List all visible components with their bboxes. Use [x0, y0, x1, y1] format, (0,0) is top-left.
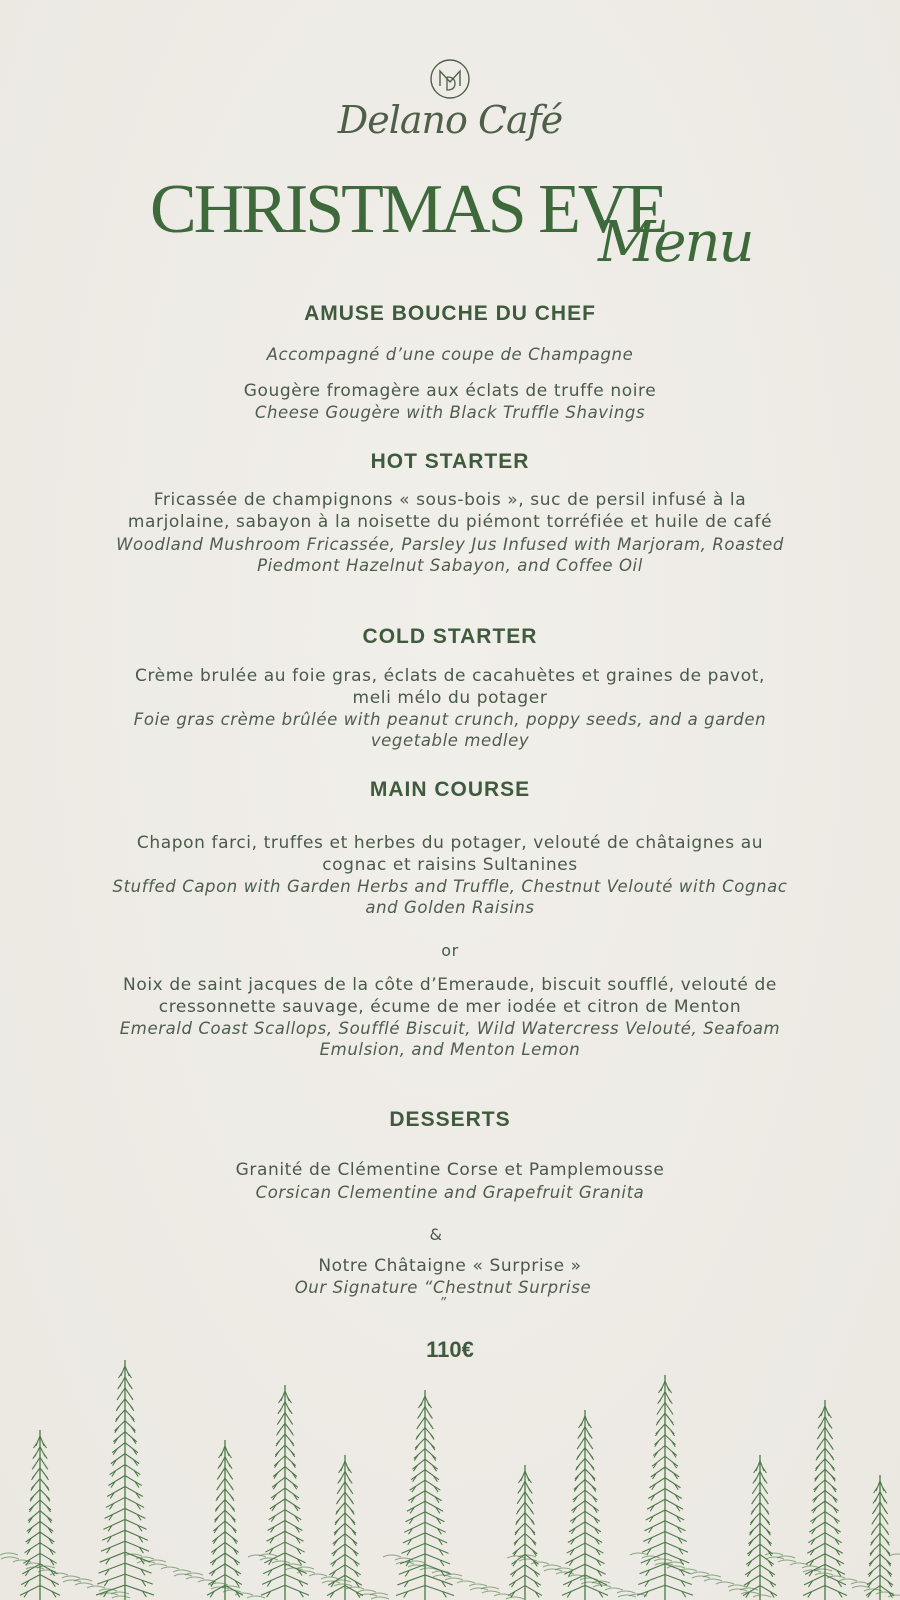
section-title-cold: COLD STARTER — [362, 625, 538, 648]
main-dish2-fr-2: cressonnette sauvage, écume de mer iodée et citron de Menton — [158, 997, 742, 1017]
pine-tree-icon — [637, 1375, 693, 1600]
cold-fr-1: Crème brulée au foie gras, éclats de cacahuètes et graines de pavot, — [135, 666, 765, 686]
section-title-desserts: DESSERTS — [389, 1108, 511, 1131]
pine-tree-icon — [743, 1455, 777, 1600]
brand-name: Delano Café — [337, 98, 563, 142]
section-title-amuse: AMUSE BOUCHE DU CHEF — [304, 302, 596, 325]
dessert-separator: & — [429, 1225, 443, 1244]
dessert2-en-2: ” — [439, 1296, 447, 1311]
amuse-fr: Gougère fromagère aux éclats de truffe noire — [243, 381, 657, 401]
dessert2-fr: Notre Châtaigne « Surprise » — [318, 1256, 582, 1276]
pine-tree-icon — [327, 1455, 363, 1600]
main-dish1-fr-1: Chapon farci, truffes et herbes du potager, velouté de châtaignes au — [136, 833, 764, 853]
main-dish2-en-2: Emulsion, and Menton Lemon — [319, 1040, 581, 1059]
section-title-hot: HOT STARTER — [370, 450, 530, 473]
main-dish1-en-2: and Golden Raisins — [365, 898, 535, 917]
pine-tree-icon — [562, 1410, 608, 1600]
main-separator: or — [441, 941, 459, 960]
pine-tree-icon — [866, 1475, 894, 1600]
section-title-main: MAIN COURSE — [369, 778, 531, 801]
main-dish1-en-1: Stuffed Capon with Garden Herbs and Truffle, Chestnut Velouté with Cognac — [112, 877, 788, 896]
dessert1-en: Corsican Clementine and Grapefruit Granita — [255, 1183, 645, 1202]
dessert1-fr: Granité de Clémentine Corse et Pamplemousse — [235, 1160, 665, 1180]
cold-en-2: vegetable medley — [370, 731, 530, 750]
hot-fr-2: marjolaine, sabayon à la noisette du piémont torréfiée et huile de café — [127, 512, 773, 532]
hot-en-1: Woodland Mushroom Fricassée, Parsley Jus Infused with Marjoram, Roasted — [116, 535, 784, 554]
dessert2-en-1: Our Signature “Chestnut Surprise — [294, 1278, 592, 1297]
pine-forest-illustration-icon — [0, 1355, 900, 1600]
main-dish1-fr-2: cognac et raisins Sultanines — [322, 855, 578, 875]
pine-tree-icon — [20, 1430, 60, 1600]
pine-tree-icon — [508, 1465, 542, 1600]
pine-tree-icon — [396, 1390, 454, 1600]
monogram-logo-icon — [429, 58, 471, 100]
pine-tree-icon — [261, 1385, 309, 1600]
cold-en-1: Foie gras crème brûlée with peanut crunch, poppy seeds, and a garden — [133, 710, 767, 729]
page-title-script: Menu — [598, 210, 753, 275]
hot-fr-1: Fricassée de champignons « sous-bois », suc de persil infusé à la — [153, 490, 747, 510]
pine-tree-icon — [96, 1360, 154, 1600]
amuse-note: Accompagné d’une coupe de Champagne — [266, 345, 634, 364]
menu-price: 110€ — [426, 1337, 474, 1362]
main-dish2-en-1: Emerald Coast Scallops, Soufflé Biscuit, Wild Watercress Velouté, Seafoam — [119, 1019, 781, 1038]
hot-en-2: Piedmont Hazelnut Sabayon, and Coffee Oil — [257, 556, 643, 575]
amuse-en: Cheese Gougère with Black Truffle Shavings — [254, 403, 646, 422]
page-title: CHRISTMAS EVE — [150, 171, 666, 248]
main-dish2-fr-1: Noix de saint jacques de la côte d’Emeraude, biscuit soufflé, velouté de — [123, 975, 777, 995]
cold-fr-2: meli mélo du potager — [352, 688, 548, 708]
pine-tree-icon — [207, 1440, 243, 1600]
